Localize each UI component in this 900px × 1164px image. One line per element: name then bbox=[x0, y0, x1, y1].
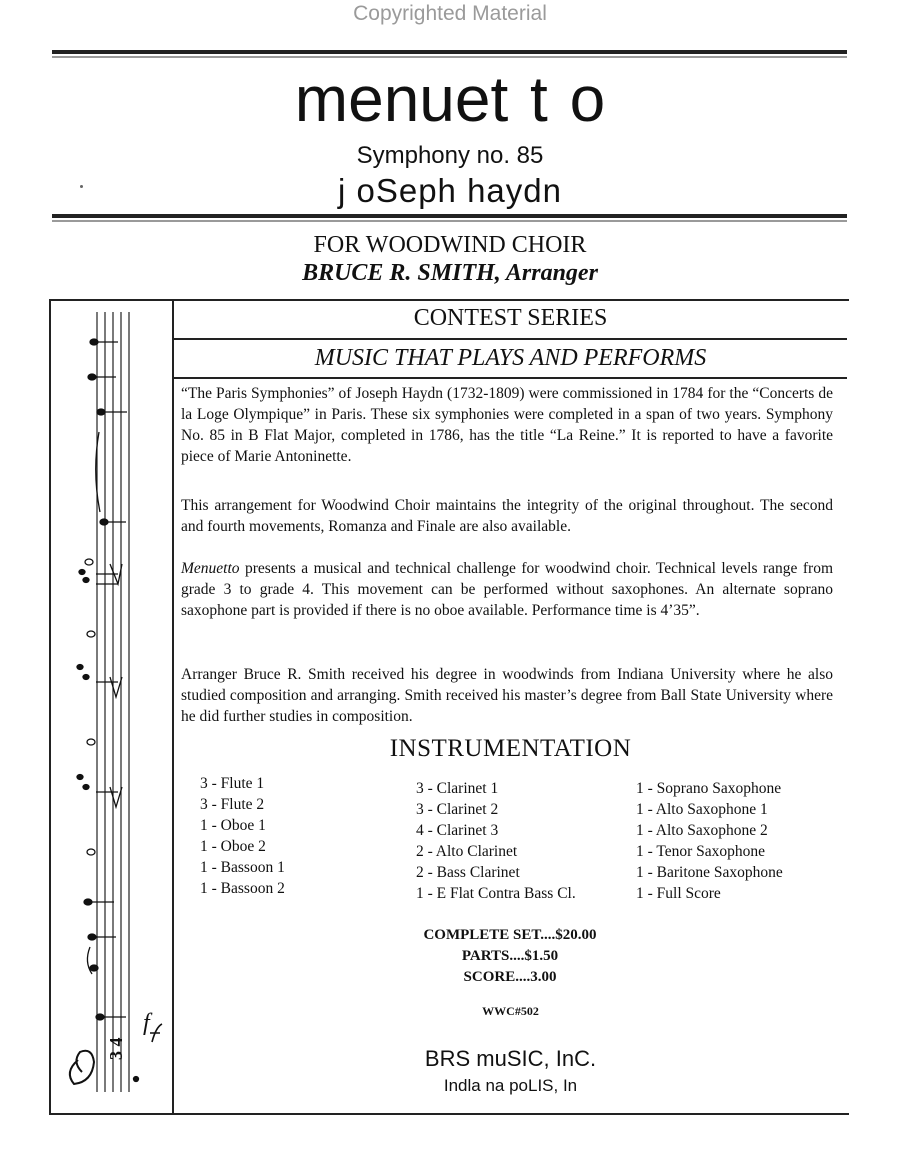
series-tagline: MUSIC THAT PLAYS AND PERFORMS bbox=[314, 345, 707, 371]
price-complete-set: COMPLETE SET....$20.00 bbox=[423, 927, 597, 943]
price-score: SCORE....3.00 bbox=[463, 969, 557, 985]
list-item: 1 - E Flat Contra Bass Cl. bbox=[416, 885, 576, 902]
list-item: 1 - Bassoon 1 bbox=[200, 859, 285, 876]
header-bottom-rule bbox=[52, 214, 847, 222]
description-paragraph-4: Arranger Bruce R. Smith received his degree in woodwinds from Indiana University where he also studied composition and arranging. Smith received his master’s degree from Ball State University where he did further studies in composition. bbox=[181, 666, 833, 725]
list-item: 1 - Tenor Saxophone bbox=[636, 843, 766, 860]
list-item: 1 - Alto Saxophone 2 bbox=[636, 822, 768, 839]
list-item: 3 - Clarinet 1 bbox=[416, 780, 499, 797]
price-parts: PARTS....$1.50 bbox=[461, 948, 559, 964]
top-rule bbox=[52, 50, 847, 58]
description-paragraph-2: This arrangement for Woodwind Choir maintains the integrity of the original throughout. The second and fourth movements, Romanza and Finale are also available. bbox=[181, 497, 833, 535]
description-paragraph-3: Menuetto presents a musical and technical challenge for woodwind choir. Technical levels range from grade 3 to grade 4. This movement can be performed without saxophones. An alternate soprano saxophone part is provided if there is no oboe available. Performance time is 4’35”. bbox=[181, 560, 833, 619]
series-divider-1 bbox=[174, 338, 847, 340]
price-list bbox=[174, 925, 846, 988]
frame-divider bbox=[172, 299, 174, 1113]
list-item: 3 - Flute 2 bbox=[200, 796, 265, 813]
list-item: 1 - Alto Saxophone 1 bbox=[636, 801, 768, 818]
series-divider-2 bbox=[174, 377, 847, 379]
piece-title: menuet t o bbox=[294, 63, 606, 135]
instrument-list-saxophones bbox=[636, 778, 783, 904]
list-item: 1 - Oboe 1 bbox=[200, 817, 266, 834]
list-item: 1 - Bassoon 2 bbox=[200, 880, 285, 897]
arranger-line: BRUCE R. SMITH, Arranger bbox=[302, 260, 598, 286]
instrumentation-heading: INSTRUMENTATION bbox=[389, 735, 632, 762]
dynamic-marking: f bbox=[143, 1010, 150, 1036]
composer-name: j oSeph haydn bbox=[337, 172, 562, 209]
ensemble-line: FOR WOODWIND CHOIR bbox=[313, 232, 587, 258]
time-signature: 3 4 bbox=[106, 1037, 126, 1060]
list-item: 3 - Flute 1 bbox=[200, 775, 265, 792]
publisher-name: BRS muSIC, InC. bbox=[424, 1046, 597, 1071]
list-item: 1 - Full Score bbox=[636, 885, 721, 902]
list-item: 2 - Bass Clarinet bbox=[416, 864, 520, 881]
list-item: 4 - Clarinet 3 bbox=[416, 822, 499, 839]
score-illustration-icon bbox=[52, 302, 170, 1110]
decorative-score bbox=[52, 302, 170, 1110]
list-item: 2 - Alto Clarinet bbox=[416, 843, 518, 860]
list-item: 1 - Oboe 2 bbox=[200, 838, 266, 855]
publisher-city: Indla na poLIS, In bbox=[443, 1076, 578, 1095]
speck bbox=[80, 185, 83, 188]
instrument-list-clarinets bbox=[416, 778, 576, 904]
list-item: 1 - Baritone Saxophone bbox=[636, 864, 783, 881]
list-item: 1 - Soprano Saxophone bbox=[636, 780, 782, 797]
instrument-list-woodwinds bbox=[200, 773, 285, 899]
copyright-watermark: Copyrighted Material bbox=[353, 2, 547, 25]
movement-title: Menuetto bbox=[181, 560, 240, 577]
description-paragraph-1: “The Paris Symphonies” of Joseph Haydn (1732-1809) were commissioned in 1784 for the “Concerts de la Loge Olympique” in Paris. These six symphonies were completed in a span of two years. Symphony No. 85 in B Flat Major, completed in 1786, has the title “La Reine.” It is reported to have a favorite piece of Marie Antoninette. bbox=[181, 385, 833, 465]
series-name: CONTEST SERIES bbox=[413, 305, 608, 331]
catalog-number: WWC#502 bbox=[482, 1004, 539, 1018]
list-item: 3 - Clarinet 2 bbox=[416, 801, 499, 818]
piece-subtitle: Symphony no. 85 bbox=[356, 142, 544, 169]
